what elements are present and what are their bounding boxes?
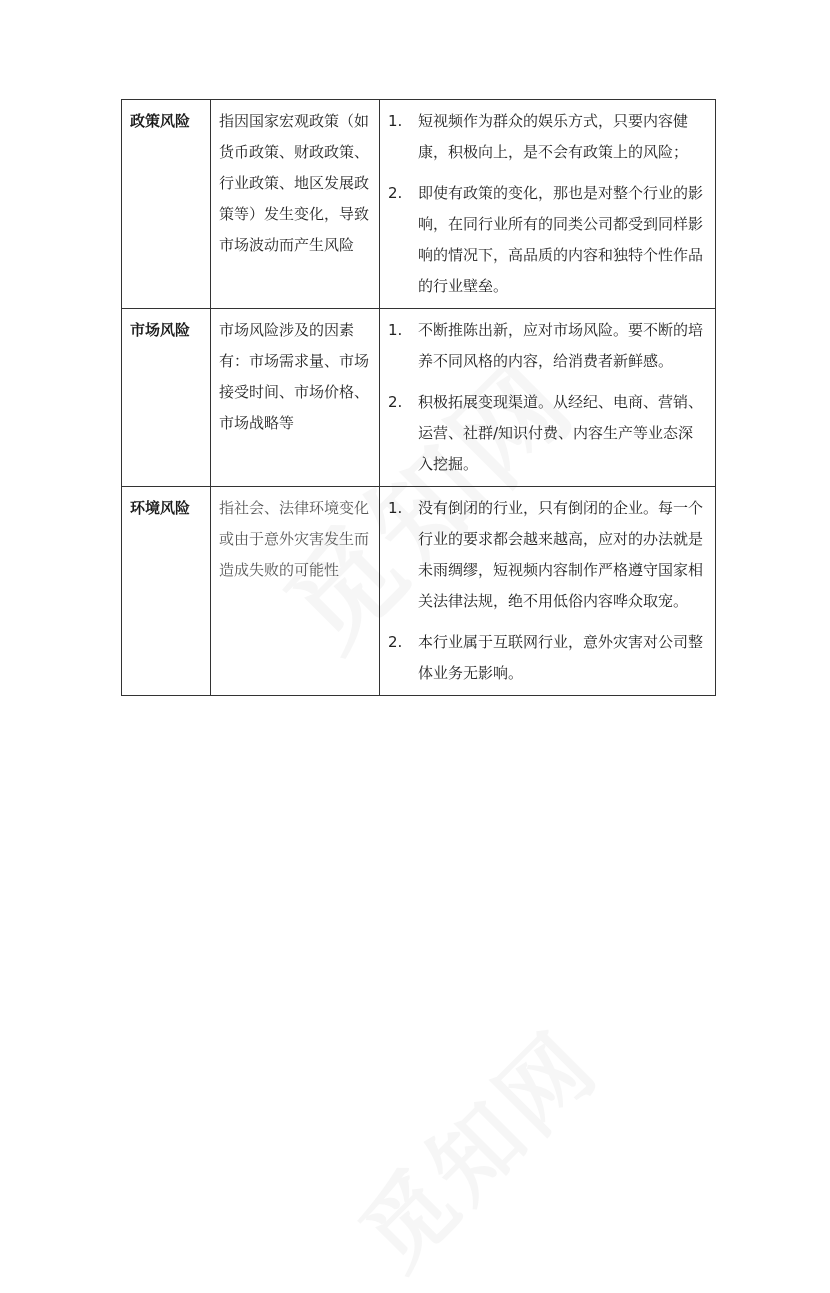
risk-measures — [380, 100, 716, 309]
list-item — [388, 627, 707, 689]
list-text: 没有倒闭的行业，只有倒闭的企业。每一个行业的要求都会越来越高，应对的办法就是未雨绸缪，短视频内容制作严格遵守国家相关法律法规，绝不用低俗内容哗众取宠。 — [418, 499, 704, 610]
measures-list — [388, 493, 707, 689]
list-text: 不断推陈出新，应对市场风险。要不断的培养不同风格的内容，给消费者新鲜感。 — [418, 321, 704, 370]
risk-description: 指因国家宏观政策（如货币政策、财政政策、行业政策、地区发展政策等）发生变化，导致市场波动而产生风险 — [211, 100, 380, 309]
list-text: 本行业属于互联网行业，意外灾害对公司整体业务无影响。 — [418, 633, 704, 682]
list-number: 1. — [388, 499, 403, 517]
list-number: 1. — [388, 321, 403, 339]
list-number: 2. — [388, 184, 403, 202]
list-item — [388, 387, 707, 480]
list-number: 2. — [388, 393, 403, 411]
table-row — [122, 487, 716, 696]
list-item — [388, 315, 707, 377]
risk-category: 政策风险 — [122, 100, 211, 309]
risk-category: 环境风险 — [122, 487, 211, 696]
list-text: 短视频作为群众的娱乐方式，只要内容健康，积极向上，是不会有政策上的风险； — [418, 112, 689, 161]
watermark — [326, 997, 622, 1293]
table-row — [122, 100, 716, 309]
list-item — [388, 106, 707, 168]
risk-description: 市场风险涉及的因素有：市场需求量、市场接受时间、市场价格、市场战略等 — [211, 309, 380, 487]
list-number: 1. — [388, 112, 403, 130]
risk-category: 市场风险 — [122, 309, 211, 487]
list-text: 即使有政策的变化，那也是对整个行业的影响，在同行业所有的同类公司都受到同样影响的情况下，高品质的内容和独特个性作品的行业壁垒。 — [418, 184, 704, 295]
list-item — [388, 178, 707, 302]
list-text: 积极拓展变现渠道。从经纪、电商、营销、运营、社群/知识付费、内容生产等业态深入挖掘。 — [418, 393, 704, 473]
list-item — [388, 493, 707, 617]
risk-description: 指社会、法律环境变化或由于意外灾害发生而造成失败的可能性 — [211, 487, 380, 696]
measures-list — [388, 106, 707, 302]
measures-list — [388, 315, 707, 480]
risk-measures — [380, 309, 716, 487]
risk-measures — [380, 487, 716, 696]
table-row — [122, 309, 716, 487]
risk-table — [121, 99, 716, 696]
list-number: 2. — [388, 633, 403, 651]
